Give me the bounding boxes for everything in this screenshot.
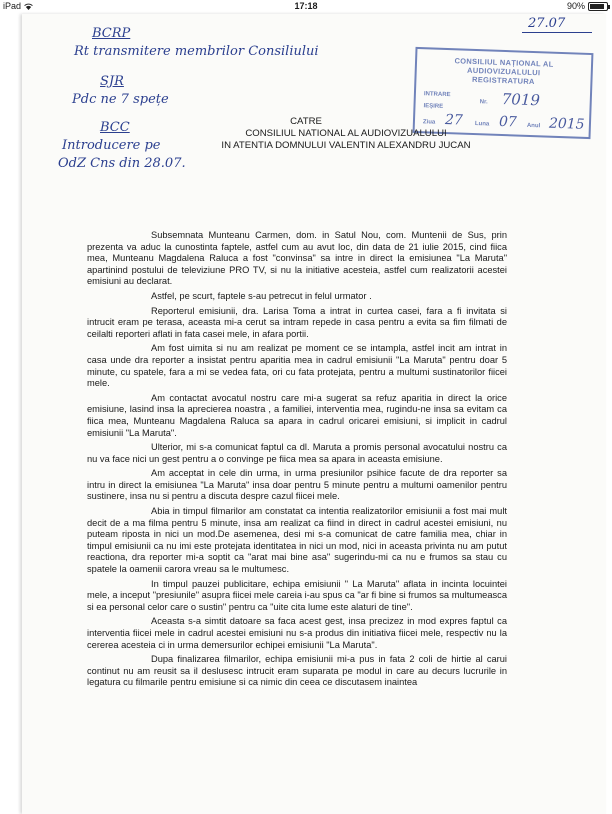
- heading-catre: CATRE: [290, 116, 322, 127]
- paragraph: Aceasta s-a simtit datoare sa faca acest gest, insa precizez in mod expres faptul ca interventia fiicei mele in cadrul acestei emisiuni nu s-a produs din initiativa fiicei mele, respectiv nu la cererea acesteia ci in urma demersurilor echipei emisiunii "La Maruta".: [87, 616, 507, 650]
- stamp-anul-value: 2015: [548, 115, 585, 133]
- stamp-line1: CONSILIUL NAȚIONAL AL: [454, 56, 554, 69]
- stamp-nr-value: 7019: [501, 89, 541, 110]
- heading-attention: IN ATENTIA DOMNULUI VALENTIN ALEXANDRU JUCAN: [221, 140, 471, 151]
- note-bcc-line1: Introducere pe: [62, 138, 161, 153]
- date-underline: [522, 32, 592, 33]
- stamp-label-luna: Luna: [474, 121, 490, 128]
- paragraph: Abia in timpul filmarilor am constatat ca intentia realizatorilor emisiunii a fost mai mult decit de a ma filma pentru 5 minute, insa am realizat ca fiind in direct in cadrul acestei emisiuni, nu puteam riposta in nici un mod.De asemenea, desi mi s-a comunicat de catre familia mea, chiar in timpul emisiunii ca nu imi este protejata identitatea in nici un mod, nici in aceasta privinta nu am putut reactiona, dra reporter mi-a soptit ca "arat mai bine asa" sugerindu-mi ca nu e frumos sa stau cu spatele la oamenii carora vreau sa le multumesc.: [87, 506, 507, 575]
- paragraph: Am contactat avocatul nostru care mi-a sugerat sa refuz aparitia in direct la orice emisiune, lasind insa la aprecierea noastra , a familiei, interventia mea, rugindu-ne insa sa evitam ca fiica mea, Munteanu Magdalena Raluca sa apara in cadrul oricarei emisiuni, si implicit in cadrul emisiunii "La Maruta".: [87, 392, 507, 438]
- paragraph: Reporterul emisiunii, dra. Larisa Toma a intrat in curtea casei, fara a fi invitata si intrucit eram pe terasa, aceasta mi-a cerut sa intram repede in casa pentru a evita sa fim filmati de ceilalti reporteri aflati in fata casei mele, in afara portii.: [87, 305, 507, 339]
- note-sjr-title: SJR: [100, 74, 124, 89]
- battery-fill: [590, 4, 604, 9]
- paragraph: Ulterior, mi s-a comunicat faptul ca dl. Maruta a promis personal avocatului nostru ca nu va face nici un gest pentru a o convinge pe fiica mea sa apara in aceasta emisiune.: [87, 442, 507, 464]
- stamp-label-iesire: IEȘIRE: [423, 103, 444, 110]
- stamp-label-anul: Anul: [526, 122, 541, 130]
- status-bar: [0, 0, 612, 14]
- stamp-luna-value: 07: [498, 113, 518, 131]
- paragraph: Dupa finalizarea filmarilor, echipa emisiunii mi-a pus in fata 2 coli de hirtie al carui continut nu am reusit sa il deslusesc intrucit eram suparata pe modul in care au decurs lucrurile in legatura cu filmarile pentru emisiune si ca nimic din ceea ce discutasem inaintea: [87, 654, 507, 688]
- note-bcrp-title: BCRP: [92, 26, 131, 41]
- battery-icon: [588, 2, 608, 11]
- note-bcc-title: BCC: [100, 120, 130, 135]
- letter-body: [87, 230, 507, 692]
- paragraph: In timpul pauzei publicitare, echipa emisiunii " La Maruta" aflata in incinta locuintei mele, a inceput "presiunile" asupra fiicei mele careia i-au spus ca "ar fi bine si frumos sa multumeasca si ea personal celor care o sustin" pentru ca "uite cita lume este alaturi de tine".: [87, 578, 507, 612]
- paragraph: Am fost uimita si nu am realizat pe moment ce se intampla, astfel incit am intrat in casa unde dra reporter a insistat pentru aparitia mea in cadrul emisiunii "La Maruta" pentru doar 5 minute, cu spatele, fara a mi se vedea fata, ori cu fata protejata, pentru a multumi sustinatorilor fiicei mele.: [87, 343, 507, 389]
- stamp-label-intrare: INTRARE: [423, 91, 451, 99]
- paragraph: Subsemnata Munteanu Carmen, dom. in Satul Nou, com. Muntenii de Sus, prin prezenta va aduc la cunostinta faptele, astfel cum au avut loc, din data de 21 iulie 2015, cind fiica mea, Munteanu Magdalena Raluca a fost "convinsa" sa intre in direct la emisiunea "La Maruta" apartinind postului de televiziune PRO TV, si nu la initiative acesteia, astfel cum realizatorii acestei emisiuni au declarat.: [87, 230, 507, 287]
- stamp-label-ziua: Ziua: [422, 119, 436, 126]
- note-bcrp-text: Rt transmitere membrilor Consiliului: [74, 44, 319, 59]
- battery-percent: 90%: [566, 1, 585, 11]
- stamp-line2: AUDIOVIZUALULUI: [466, 65, 541, 78]
- heading-institution: CONSILIUL NATIONAL AL AUDIOVIZUALULUI: [245, 128, 447, 139]
- paragraph: Astfel, pe scurt, faptele s-au petrecut in felul urmator .: [151, 290, 372, 301]
- stamp-label-nr: Nr.: [479, 99, 488, 106]
- paragraph: Am acceptat in cele din urma, in urma presiunilor psihice facute de dra reporter sa intru in direct la emisiunea "La Maruta" insa doar pentru 5 minute pentru a multumi oamenilor pentru sustinere, insa nu si pentru a discuta despre cazul fiicei mele.: [87, 468, 507, 502]
- clock: 17:18: [294, 1, 318, 11]
- note-sjr-text: Pdc ne 7 spețe: [72, 92, 169, 107]
- stamp-ziua-value: 27: [444, 111, 464, 129]
- handwritten-date: 27.07: [528, 16, 566, 31]
- stamp-line3: REGISTRATURA: [471, 74, 535, 87]
- carrier-label: iPad: [3, 1, 22, 11]
- note-bcc-line2: OdZ Cns din 28.07.: [58, 156, 186, 171]
